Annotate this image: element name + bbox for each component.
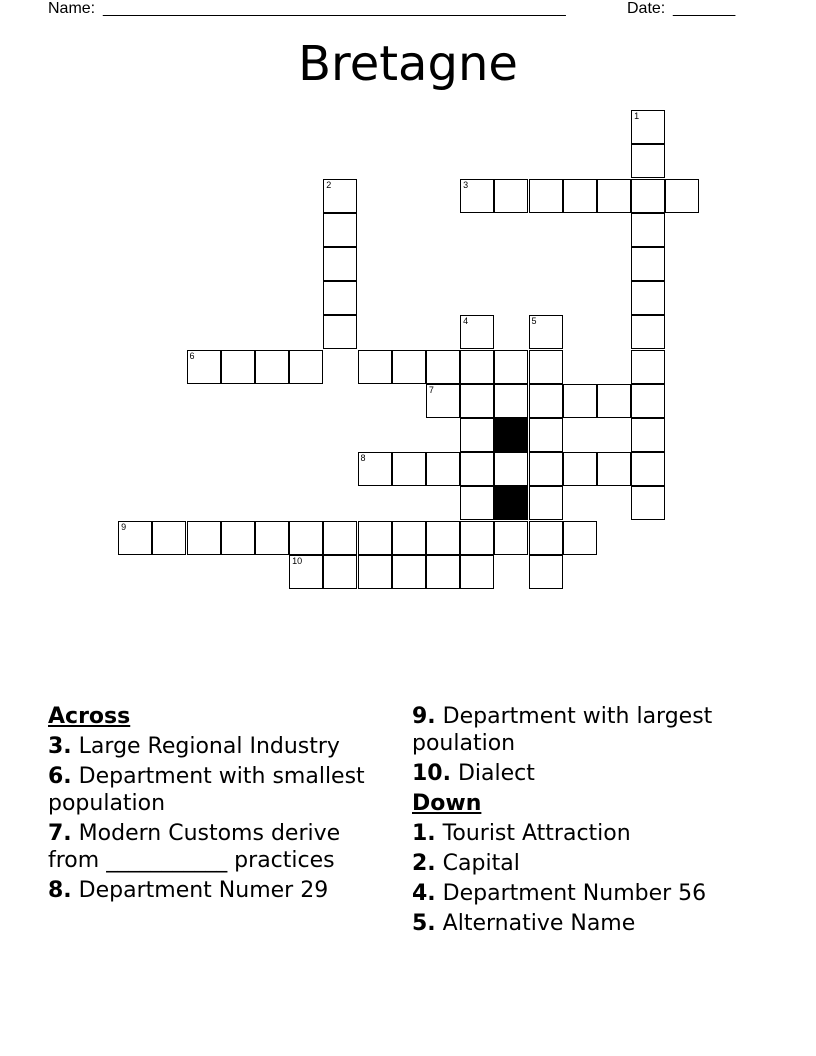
grid-cell[interactable] [460,384,494,418]
cell-number: 2 [326,179,332,190]
grid-cell[interactable] [323,281,357,315]
grid-cell[interactable] [323,555,357,589]
grid-cell[interactable] [426,350,460,384]
grid-cell[interactable] [392,350,426,384]
clue-number: 8. [48,878,72,903]
grid-cell[interactable] [289,350,323,384]
grid-cell[interactable] [323,213,357,247]
grid-cell[interactable] [529,384,563,418]
grid-cell-9[interactable] [118,521,152,555]
clue-number: 4. [412,881,436,906]
grid-cell[interactable] [631,350,665,384]
grid-cell[interactable] [358,350,392,384]
clue-text: Alternative Name [442,911,636,936]
name-field[interactable]: ____________________________________________________ [103,0,566,17]
grid-cell[interactable] [529,452,563,486]
cell-number: 9 [121,521,127,532]
grid-cell[interactable] [529,555,563,589]
page-title: Bretagne [298,36,518,92]
cell-number: 3 [463,179,469,190]
across-heading: Across [48,704,131,729]
grid-cell-3[interactable] [460,179,494,213]
grid-cell[interactable] [631,144,665,178]
clue-text: Modern Customs derive from ___________ practices [48,821,341,873]
cell-number: 6 [189,350,195,361]
grid-cell[interactable] [563,452,597,486]
clue-across-6 [48,763,388,817]
grid-cell[interactable] [358,521,392,555]
clue-across-7 [48,820,388,874]
grid-cell-7[interactable] [426,384,460,418]
name-label: Name: [48,0,96,17]
grid-cell-6[interactable] [187,350,221,384]
grid-cell-10[interactable] [289,555,323,589]
grid-cell[interactable] [494,350,528,384]
grid-cell-2[interactable] [323,179,357,213]
grid-cell[interactable] [631,247,665,281]
clue-number: 7. [48,821,72,846]
grid-cell[interactable] [426,555,460,589]
clue-text: Large Regional Industry [78,734,340,759]
date-field[interactable]: _______ [673,0,736,17]
clue-across-10 [412,760,772,787]
grid-cell[interactable] [255,521,289,555]
grid-cell[interactable] [460,555,494,589]
clue-text: Department with smallest population [48,764,365,816]
grid-cell[interactable] [563,384,597,418]
date-label: Date: [627,0,666,17]
grid-cell[interactable] [529,418,563,452]
cell-number: 8 [360,453,366,464]
grid-cell[interactable] [187,521,221,555]
down-heading: Down [412,791,482,816]
clue-number: 10. [412,761,451,786]
grid-cell[interactable] [460,418,494,452]
grid-cell[interactable] [631,452,665,486]
grid-cell[interactable] [494,179,528,213]
grid-cell[interactable] [323,247,357,281]
grid-cell[interactable] [529,179,563,213]
grid-cell-1[interactable] [631,110,665,144]
clue-text: Dialect [457,761,535,786]
grid-cell[interactable] [631,281,665,315]
clue-number: 2. [412,851,436,876]
clue-down-5 [412,910,772,937]
grid-cell[interactable] [631,213,665,247]
clue-number: 9. [412,704,436,729]
grid-cell[interactable] [392,555,426,589]
clue-text: Department Numer 29 [78,878,329,903]
grid-cell-5[interactable] [529,315,563,349]
cell-number: 5 [531,316,537,327]
clue-text: Tourist Attraction [442,821,631,846]
black-cell [494,418,528,452]
grid-cell[interactable] [255,350,289,384]
grid-cell[interactable] [563,521,597,555]
grid-cell[interactable] [358,555,392,589]
clues-column-left [48,703,388,907]
clue-text: Capital [442,851,520,876]
clue-down-1 [412,820,772,847]
grid-cell[interactable] [665,179,699,213]
grid-cell[interactable] [323,315,357,349]
grid-cell[interactable] [597,179,631,213]
clue-down-2 [412,850,772,877]
clue-number: 3. [48,734,72,759]
grid-cell[interactable] [392,452,426,486]
grid-cell[interactable] [529,486,563,520]
grid-cell[interactable] [597,384,631,418]
grid-cell[interactable] [631,179,665,213]
cell-number: 4 [463,316,469,327]
grid-cell[interactable] [221,350,255,384]
clues-column-right [412,703,772,940]
grid-cell[interactable] [426,521,460,555]
grid-cell[interactable] [631,315,665,349]
clue-number: 5. [412,911,436,936]
grid-cell[interactable] [460,521,494,555]
grid-cell[interactable] [152,521,186,555]
grid-cell[interactable] [494,521,528,555]
clue-number: 1. [412,821,436,846]
grid-cell[interactable] [631,384,665,418]
cell-number: 7 [428,384,434,395]
grid-cell[interactable] [529,350,563,384]
black-cell [494,486,528,520]
grid-cell[interactable] [460,452,494,486]
grid-cell[interactable] [460,350,494,384]
grid-cell[interactable] [323,521,357,555]
grid-cell[interactable] [631,418,665,452]
clue-across-8 [48,877,388,904]
clue-number: 6. [48,764,72,789]
grid-cell-4[interactable] [460,315,494,349]
grid-cell[interactable] [597,452,631,486]
clue-across-9 [412,703,772,757]
grid-cell[interactable] [563,179,597,213]
grid-cell[interactable] [529,521,563,555]
grid-cell[interactable] [289,521,323,555]
grid-cell[interactable] [392,521,426,555]
grid-cell-8[interactable] [358,452,392,486]
grid-cell[interactable] [460,486,494,520]
cell-number: 10 [292,555,303,566]
grid-cell[interactable] [494,452,528,486]
grid-cell[interactable] [426,452,460,486]
grid-cell[interactable] [221,521,255,555]
grid-cell[interactable] [631,486,665,520]
cell-number: 1 [634,111,640,122]
clue-down-4 [412,880,772,907]
clue-text: Department with largest poulation [412,704,713,756]
grid-cell[interactable] [494,384,528,418]
clue-text: Department Number 56 [442,881,707,906]
clue-across-3 [48,733,388,760]
